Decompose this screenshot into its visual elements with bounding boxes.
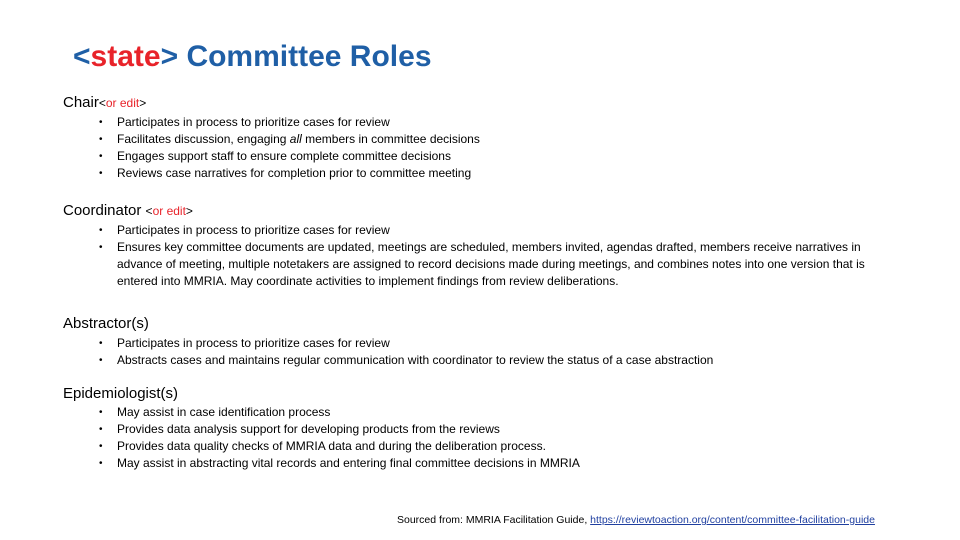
list-item: • Participates in process to prioritize cases for review [99,222,899,239]
page-title [73,40,432,74]
list-item: • Participates in process to prioritize cases for review [99,114,659,131]
suffix-lt: < [145,204,153,218]
list-item: • Ensures key committee documents are updated, meetings are scheduled, members invited, agendas drafted, members receive narratives in advance of meeting, multiple notetakers are assigned to record decisions made during meetings, and combines notes into one version that is entered into MMRIA. May coordinate activities to implement findings from review deliberations. [99,239,899,290]
role-name: Abstractor(s) [63,315,149,332]
edit-placeholder[interactable] [146,204,193,218]
title-gt: > [160,40,179,73]
list-item: • May assist in abstracting vital records and entering final committee decisions in MMRIA [99,455,719,472]
suffix-gt: > [185,204,193,218]
role-name: Chair [63,94,99,111]
list-item: • Provides data quality checks of MMRIA data and during the deliberation process. [99,438,719,455]
role-heading-abstractor [63,315,149,332]
suffix-gt: > [139,96,147,110]
item-text: Facilitates discussion, engaging [117,132,290,146]
source-link[interactable]: https://reviewtoaction.org/content/committee-facilitation-guide [590,514,875,526]
edit-placeholder[interactable] [99,96,146,110]
role-heading-epidemiologist [63,385,178,402]
role-heading-coordinator [63,202,193,219]
title-text: Committee Roles [178,40,432,73]
epidemiologist-duties-list [99,404,719,472]
source-prefix: Sourced from: MMRIA Facilitation Guide, [397,514,591,526]
item-emphasis: all [289,132,302,146]
list-item [99,131,659,148]
suffix-text: or edit [105,96,140,110]
list-item: • Reviews case narratives for completion prior to committee meeting [99,165,659,182]
source-citation [397,514,875,526]
list-item: • Engages support staff to ensure complete committee decisions [99,148,659,165]
role-name: Epidemiologist(s) [63,385,179,402]
abstractor-duties-list [99,335,879,369]
role-name: Coordinator [63,202,146,219]
title-state-placeholder[interactable]: state [90,40,161,73]
list-item: • May assist in case identification process [99,404,719,421]
chair-duties-list [99,114,659,182]
list-item: • Abstracts cases and maintains regular communication with coordinator to review the status of a case abstraction [99,352,879,369]
suffix-text: or edit [152,204,186,218]
list-item: • Provides data analysis support for developing products from the reviews [99,421,719,438]
coordinator-duties-list [99,222,899,290]
list-item: • Participates in process to prioritize cases for review [99,335,879,352]
item-text: members in committee decisions [301,132,480,146]
role-heading-chair [63,94,146,111]
title-lt: < [73,40,91,73]
suffix-lt: < [98,96,106,110]
